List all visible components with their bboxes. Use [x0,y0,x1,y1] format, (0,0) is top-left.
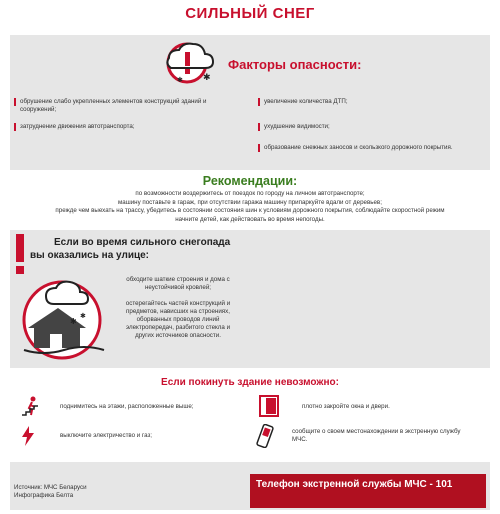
mobile-phone-icon [256,424,274,448]
cannot-leave-item: выключите электричество и газ; [60,432,153,439]
cannot-leave-item: сообщите о своем местонахождении в экстренную службу МЧС. [292,428,461,443]
factor-item: увеличение количества ДТП; [258,98,486,106]
cannot-leave-item: плотно закройте окна и двери. [302,403,390,410]
outside-heading-line2: вы оказались на улице: [30,250,149,261]
svg-text:✱: ✱ [177,76,183,84]
source-line: Источник: МЧС Беларуси [14,484,87,491]
emergency-phone-text: Телефон экстренной службы МЧС - 101 [256,479,453,490]
factor-item: ухудшение видимости; [258,123,486,131]
outside-heading-line1: Если во время сильного снегопада [54,237,231,248]
outside-panel [10,230,490,368]
svg-text:✱: ✱ [80,312,86,320]
recommendation-line: прежде чем выехать на трассу, убедитесь в состоянии состояния шин к условиям дорожного покрытия, соблюдайте скоростной режим [55,207,445,214]
lightning-icon [20,426,36,446]
factor-item: образование снежных заносов и скользкого дорожного покрытия. [258,144,486,152]
factor-item: обрушение слабо укрепленных элементов конструкций зданий и сооружений; [14,98,244,114]
cannot-leave-heading: Если покинуть здание невозможно: [161,377,339,388]
recommendations-text [14,190,486,224]
exclamation-icon [14,234,26,274]
factors-panel [10,35,490,170]
svg-text:✱: ✱ [203,73,211,83]
recommendation-line: машину поставьте в гараж, при отсутствии гаража машину припаркуйте вдали от деревьев; [118,198,382,206]
factor-item: затруднение движения автотранспорта; [14,123,244,131]
page-title: СИЛЬНЫЙ СНЕГ [185,5,315,22]
recommendation-line: по возможности воздержитесь от поездок по городу на личном автотранспорте; [135,190,365,197]
house-snow-icon [16,274,108,360]
window-door-icon [256,394,282,418]
factors-heading: Факторы опасности: [228,57,362,72]
stairs-person-icon [22,396,40,416]
recommendations-heading: Рекомендации: [202,174,298,188]
warning-snow-icon [163,40,221,86]
outside-heading [30,236,230,262]
emergency-phone-box [250,474,486,508]
outside-item: остерегайтесь частей конструкций и предметов, нависших на строениях, оборванных проводов линий электропередач, разбитого стекла и других источников опасности. [125,300,231,339]
recommendation-line: начните детей, как действовать во время непогоды. [175,215,325,223]
svg-text:✱: ✱ [70,317,77,326]
cannot-leave-item: поднимитесь на этажи, расположенные выше; [60,403,194,410]
footer [10,462,490,510]
source-line: Инфографика Белта [14,492,74,499]
outside-item: обходите шаткие строения и дома с неустойчивой кровлей; [126,276,230,291]
source-text [14,484,87,500]
